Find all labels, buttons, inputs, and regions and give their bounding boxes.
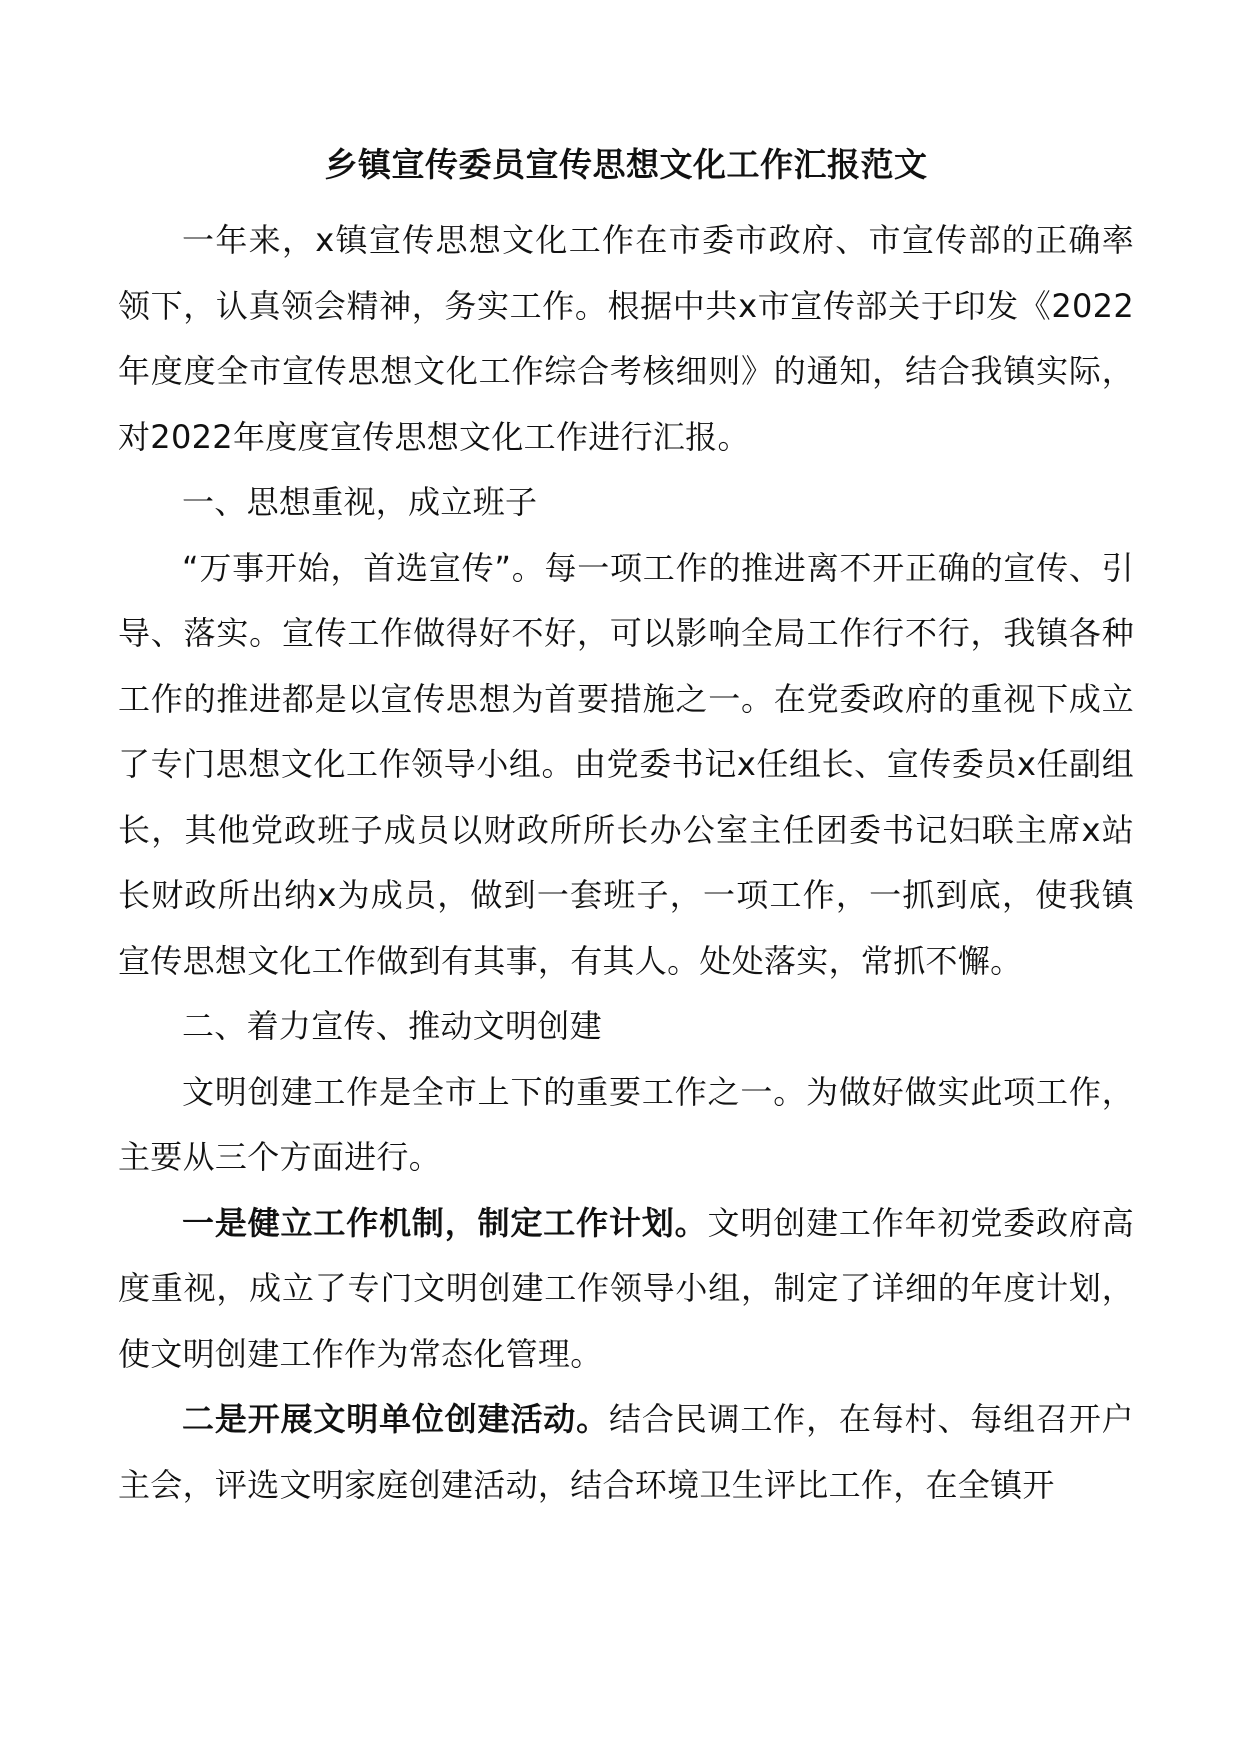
paragraph-point-2 xyxy=(118,1387,1134,1518)
paragraph-section-2 xyxy=(118,1060,1134,1191)
paragraph-point-1 xyxy=(118,1191,1134,1388)
paragraph-text: 文明创建工作年初党委政府高度重视，成立了专门文明创建工作领导小组，制定了详细的年度计划，使文明创建工作作为常态化管理。 xyxy=(118,1203,1134,1373)
paragraph-text: 结合民调工作，在每村、每组召开户主会，评选文明家庭创建活动，结合环境卫生评比工作，在全镇开 xyxy=(118,1400,1134,1504)
section-heading-2 xyxy=(118,994,1134,1060)
paragraph-section-1 xyxy=(118,536,1134,995)
point-lead-text: 二是开展文明单位创建活动。 xyxy=(182,1400,609,1438)
paragraph-text: 一年来，x镇宣传思想文化工作在市委市政府、市宣传部的正确率领下，认真领会精神，务实工作。根据中共x市宣传部关于印发《2022年度度全市宣传思想文化工作综合考核细则》的通知，结合我镇实际，对2022年度度宣传思想文化工作进行汇报。 xyxy=(118,221,1134,456)
document-page xyxy=(118,140,1134,1518)
section-heading-1 xyxy=(118,470,1134,536)
section-heading-text: 一、思想重视，成立班子 xyxy=(182,483,538,521)
section-heading-text: 二、着力宣传、推动文明创建 xyxy=(182,1007,602,1045)
paragraph-intro xyxy=(118,208,1134,470)
paragraph-text: 文明创建工作是全市上下的重要工作之一。为做好做实此项工作，主要从三个方面进行。 xyxy=(118,1072,1134,1176)
paragraph-text: “万事开始，首选宣传”。每一项工作的推进离不开正确的宣传、引导、落实。宣传工作做得好不好，可以影响全局工作行不行，我镇各种工作的推进都是以宣传思想为首要措施之一。在党委政府的重视下成立了专门思想文化工作领导小组。由党委书记x任组长、宣传委员x任副组长，其他党政班子成员以财政所所长办公室主任团委书记妇联主席x站长财政所出纳x为成员，做到一套班子，一项工作，一抓到底，使我镇宣传思想文化工作做到有其事，有其人。处处落实，常抓不懈。 xyxy=(118,548,1134,980)
document-title: 乡镇宣传委员宣传思想文化工作汇报范文 xyxy=(324,145,928,184)
point-lead-text: 一是健立工作机制，制定工作计划。 xyxy=(182,1203,708,1242)
